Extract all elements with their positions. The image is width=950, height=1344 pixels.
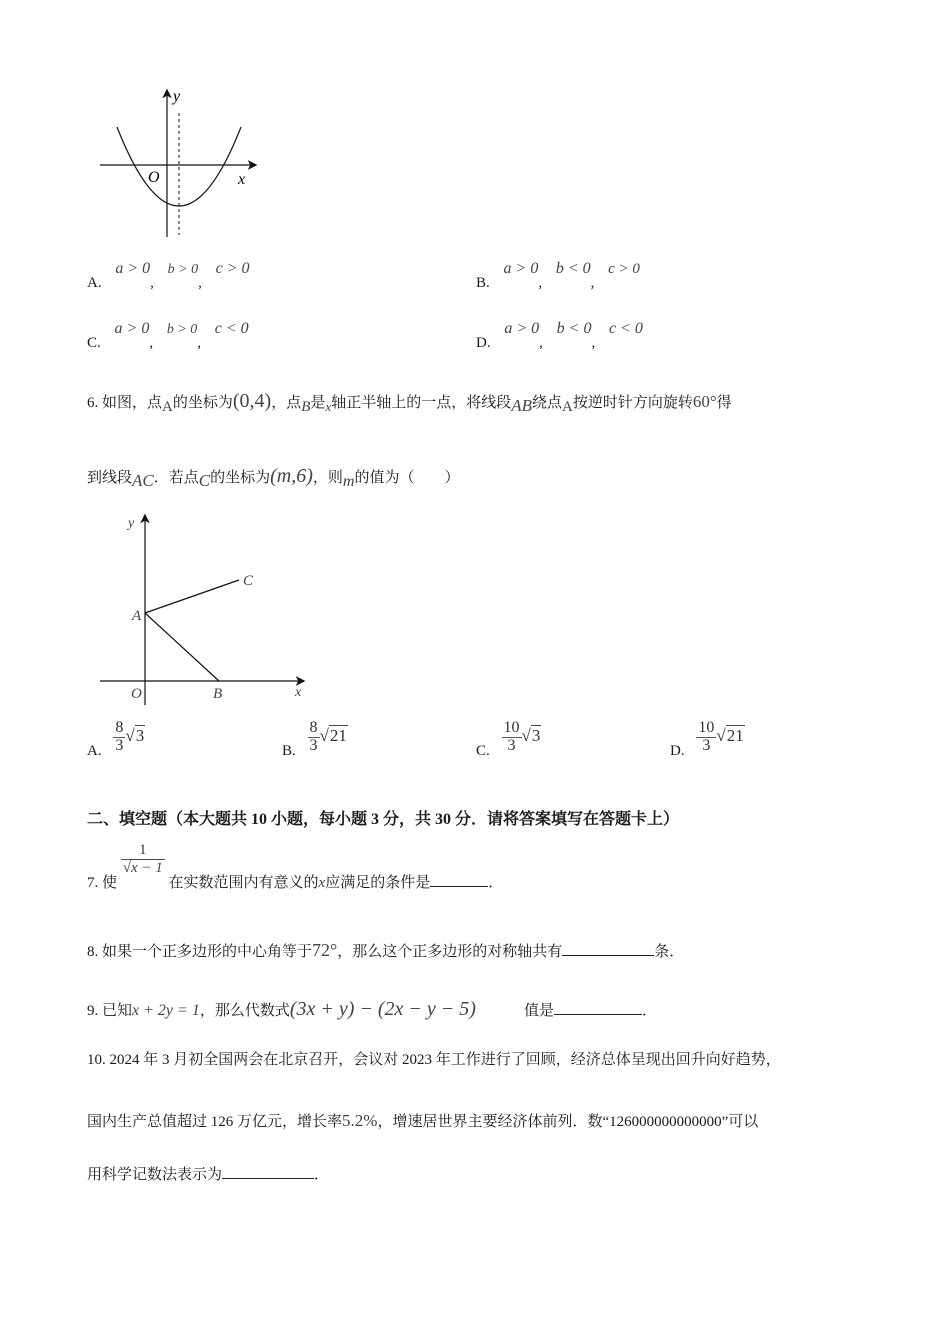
option-label: B. xyxy=(476,275,490,291)
fraction: $\frac{8}{3}$ xyxy=(309,719,318,754)
q6-line2: 到线段AC．若点C的坐标为(m,6)，则m的值为（ ） xyxy=(87,465,460,490)
sqrt: √21 xyxy=(319,725,347,745)
sqrt: √3 xyxy=(521,725,541,745)
q7: 7. 使 $\frac{1}{√x - 1}$ 在实数范围内有意义的x应满足的条件是 ． xyxy=(87,842,504,891)
q8: 8. 如果一个正多边形的中心角等于72°，那么这个正多边形的对称轴共有 条． xyxy=(87,940,685,960)
answer-blank[interactable] xyxy=(562,941,654,956)
option-label: C. xyxy=(87,335,101,351)
rotation-figure xyxy=(95,510,315,705)
sqrt: √3 xyxy=(125,725,145,745)
option-label: A. xyxy=(87,275,102,291)
fraction: $\frac{10}{3}$ xyxy=(698,719,715,754)
q10-line3: 用科学记数法表示为 ． xyxy=(87,1163,329,1184)
fraction: $\frac{10}{3}$ xyxy=(503,719,520,754)
x-axis-label: x xyxy=(238,171,246,188)
point-b-label: B xyxy=(213,686,223,702)
origin-label: O xyxy=(148,169,160,186)
q6-option-a[interactable]: A. $\frac{8}{3}$ √3 xyxy=(87,719,145,759)
answer-blank[interactable] xyxy=(222,1164,314,1179)
fraction: $\frac{8}{3}$ xyxy=(115,719,124,754)
point-c-label: C xyxy=(243,573,254,589)
fraction: $\frac{1}{√x - 1}$ xyxy=(122,842,163,876)
y-axis-label: y xyxy=(128,516,135,531)
x-axis-label: x xyxy=(295,685,302,700)
q6-option-c[interactable]: C. $\frac{10}{3}$ √3 xyxy=(476,719,541,759)
q5-option-d[interactable]: D. a > 0, b < 0, c < 0 xyxy=(476,320,643,351)
option-label: D. xyxy=(476,335,491,351)
answer-blank[interactable] xyxy=(554,1000,642,1015)
q5-option-b[interactable]: B. a > 0, b < 0, c > 0 xyxy=(476,260,640,291)
parabola-graph xyxy=(95,85,265,240)
q9: 9. 已知x + 2y = 1，那么代数式(3x + y) − (2x − y − 5) 值是 ． xyxy=(87,998,657,1020)
point-a-label: A xyxy=(132,608,142,624)
q5-option-a[interactable]: A. a > 0, b > 0, c > 0 xyxy=(87,260,250,291)
q10-line1: 10. 2024 年 3 月初全国两会在北京召开，会议对 2023 年工作进行了回顾，经济总体呈现出回升向好趋势， xyxy=(87,1052,781,1068)
section-heading: 二、填空题（本大题共 10 小题，每小题 3 分，共 30 分．请将答案填写在答题卡上） xyxy=(87,811,680,828)
q6-option-b[interactable]: B. $\frac{8}{3}$ √21 xyxy=(282,719,347,759)
q6-line1: 6. 如图，点A的坐标为(0,4)，点B是x轴正半轴上的一点，将线段AB绕点A按逆时针方向旋转60°得 xyxy=(87,390,732,415)
rotation-graph xyxy=(95,510,315,705)
parabola-figure xyxy=(95,85,265,240)
sqrt: √21 xyxy=(716,725,744,745)
answer-blank[interactable] xyxy=(430,872,488,887)
q6-option-d[interactable]: D. $\frac{10}{3}$ √21 xyxy=(670,719,744,759)
q5-option-c[interactable]: C. a > 0, b > 0, c < 0 xyxy=(87,320,249,351)
y-axis-label: y xyxy=(173,88,181,105)
q10-line2: 国内生产总值超过 126 万亿元，增长率5.2%，增速居世界主要经济体前列．数“126000000000000”可以 xyxy=(87,1111,759,1130)
origin-label: O xyxy=(131,686,142,702)
